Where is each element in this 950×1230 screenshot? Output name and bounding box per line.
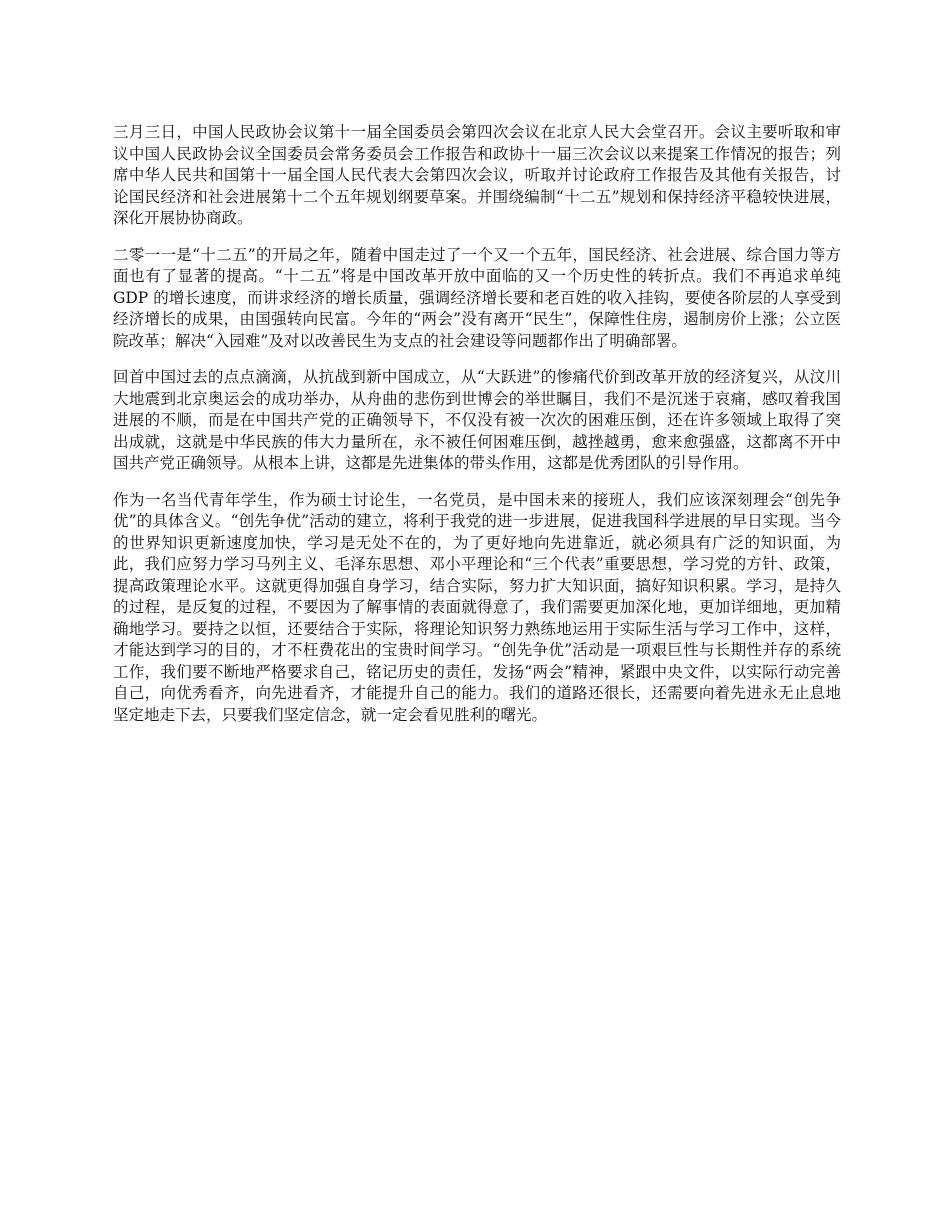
document-body xyxy=(113,122,841,741)
paragraph-3: 回首中国过去的点点滴滴，从抗战到新中国成立，从“大跃进”的惨痛代价到改革开放的经济复兴，从汶川大地震到北京奥运会的成功举办，从舟曲的悲伤到世博会的举世瞩目，我们不是沉迷于哀痛，感叹着我国进展的不顺，而是在中国共产党的正确领导下，不仅没有被一次次的困难压倒，还在许多领域上取得了突出成就，这就是中华民族的伟大力量所在，永不被任何困难压倒，越挫越勇，愈来愈强盛，这都离不开中国共产党正确领导。从根本上讲，这都是先进集体的带头作用，这都是优秀团队的引导作用。 xyxy=(113,368,841,472)
paragraph-1: 三月三日，中国人民政协会议第十一届全国委员会第四次会议在北京人民大会堂召开。会议主要听取和审议中国人民政协会议全国委员会常务委员会工作报告和政协十一届三次会议以来提案工作情况的报告；列席中华人民共和国第十一届全国人民代表大会第四次会议，听取并讨论政府工作报告及其他有关报告，讨论国民经济和社会进展第十二个五年规划纲要草案。并围绕编制“十二五”规划和保持经济平稳较快进展，深化开展协协商政。 xyxy=(113,123,841,227)
paragraph-2: 二零一一是“十二五”的开局之年，随着中国走过了一个又一个五年，国民经济、社会进展、综合国力等方面也有了显著的提高。“十二五”将是中国改革开放中面临的又一个历史性的转折点。我们不再追求单纯 GDP 的增长速度，而讲求经济的增长质量，强调经济增长要和老百姓的收入挂钩，要使各阶层的人享受到经济增长的成果，由国强转向民富。今年的“两会”没有离开“民生”，保障性住房，遏制房价上涨；公立医院改革；解决“入园难”及对以改善民生为支点的社会建设等问题都作出了明确部署。 xyxy=(113,245,841,350)
paragraph-4: 作为一名当代青年学生，作为硕士讨论生，一名党员，是中国未来的接班人，我们应该深刻理会“创先争优”的具体含义。“创先争优”活动的建立，将利于我党的进一步进展，促进我国科学进展的早日实现。当今的世界知识更新速度加快，学习是无处不在的，为了更好地向先进靠近，就必须具有广泛的知识面，为此，我们应努力学习马列主义、毛泽东思想、邓小平理论和“三个代表”重要思想，学习党的方针、政策，提高政策理论水平。这就更得加强自身学习，结合实际，努力扩大知识面，搞好知识积累。学习，是持久的过程，是反复的过程，不要因为了解事情的表面就得意了，我们需要更加深化地，更加详细地，更加精确地学习。要持之以恒，还要结合于实际，将理论知识努力熟练地运用于实际生活与学习工作中，这样，才能达到学习的目的，才不枉费花出的宝贵时间学习。“创先争优”活动是一项艰巨性与长期性并存的系统工作，我们要不断地严格要求自己，铭记历史的责任，发扬“两会”精神，紧跟中央文件，以实际行动完善自己，向优秀看齐，向先进看齐，才能提升自己的能力。我们的道路还很长，还需要向着先进永无止息地坚定地走下去，只要我们坚定信念，就一定会看见胜利的曙光。 xyxy=(113,490,841,724)
